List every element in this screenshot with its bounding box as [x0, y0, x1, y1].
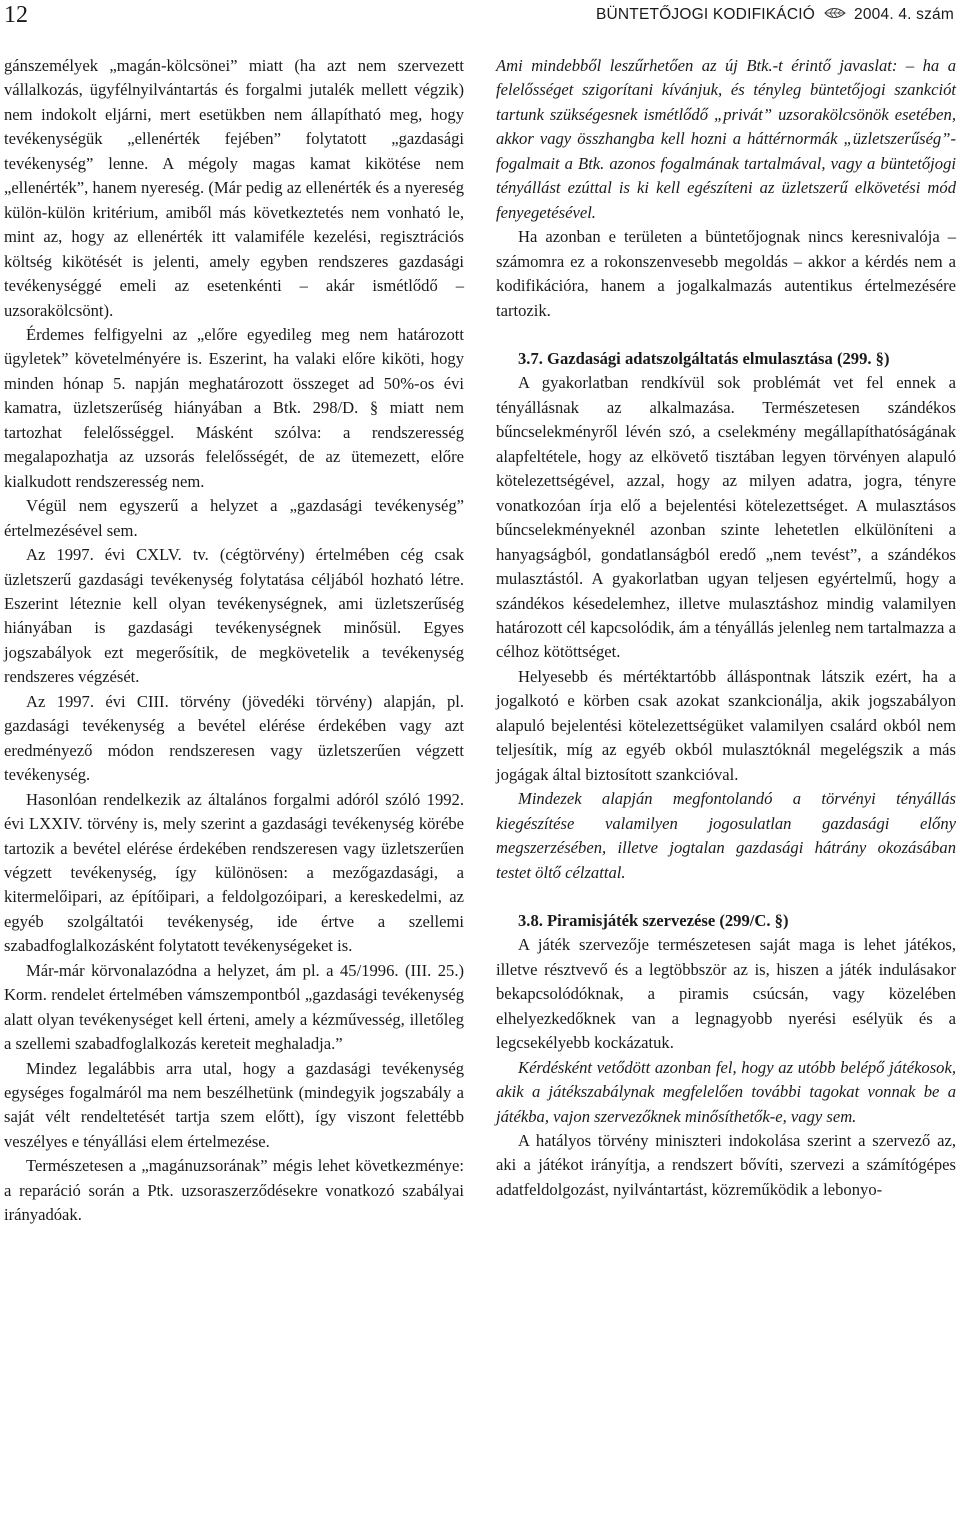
paragraph: Helyesebb és mértéktartóbb álláspontnak látszik ezért, ha a jogalkotó e körben csak azokat szankcionálja, akik jogszabályon alapuló bejelentési kötelezettségüket valamilyen csalárd okból nem teljesítik, míg az egyéb okból mulasztóknál megelégszik a más jogágak által biztosított szankcióval. — [496, 666, 956, 784]
leaf-ornament-icon — [824, 6, 846, 20]
paragraph: Hasonlóan rendelkezik az általános forgalmi adóról szóló 1992. évi LXXIV. törvény is, mely szerint a gazdasági tevékenység körébe tartozik a bevétel elérése érdekében rendszeresen vagy üzletszerűen végzett tevékenység, így különösen: a mezőgazdasági, a kitermelőipari, az építőipari, a feldolgozóipari, a kereskedelmi, az egyéb szolgáltatói tevékenység, ide értve a szellemi szabadfoglalkozásként folytatott tevékenységeket is. — [4, 789, 464, 956]
page-number: 12 — [4, 2, 28, 28]
paragraph: gánszemélyek „magán-kölcsönei” miatt (ha azt nem szervezett vállalkozás, ügyfélnyilvántartás és forgalmi jutalék mellett végzik) nem indokolt eljárni, mert esetükben nem állapítható meg, hogy tevékenységük „ellenérték fejében” folytatott „gazdasági tevékenység” lenne. A mégoly magas kamat kikötése nem „ellenérték”, hanem nyereség. (Már pedig az ellenérték és a nyereség külön-külön kritérium, amiből más következtetés nem vonható le, mint az, hogy az ellenérték itt valamiféle kezelési, regisztrációs költség kikötését is jelenti, amely egyben rendszeres gazdasági tevékenységgé emeli az esetenkénti – akár ismétlődő – uzsorakölcsönt). — [4, 56, 464, 320]
paragraph: Már-már körvonalazódna a helyzet, ám pl. a 45/1996. (III. 25.) Korm. rendelet értelmében vámszempontból „gazdasági tevékenység alatt olyan tevékenységet kell érteni, amely a kézművesség, illetőleg a szellemi szabadfoglalkozás kereteit meghaladja.” — [4, 960, 464, 1054]
right-column — [496, 54, 956, 1202]
issue-number: 2004. 4. szám — [854, 6, 954, 23]
paragraph: Természetesen a „magánuzsorának” mégis lehet következménye: a reparáció során a Ptk. uzsoraszerződésekre vonatkozó szabályai irányadóak. — [4, 1156, 464, 1225]
proposal-paragraph: Ami mindebből leszűrhetően az új Btk.-t érintő javaslat: – ha a felelősséget szigorítani kívánjuk, és tényleg büntetőjogi szankciót tartunk szükségesnek ismétlődő „privát” uzsorakölcsönök esetében, akkor vagy összhangba kell hozni a háttérnormák „üzletszerűség”-fogalmait a Btk. azonos fogalmának tartalmával, vagy a büntetőjogi tényállást ezúttal is ki kell egészíteni az üzletszerű elkövetési mód fenyegetésével. — [496, 56, 956, 222]
journal-title: BÜNTETŐJOGI KODIFIKÁCIÓ — [595, 6, 815, 23]
paragraph: Mindez legalábbis arra utal, hogy a gazdasági tevékenység egységes fogalmáról ma nem beszélhetünk (mindegyik jogszabály a saját vélt rendeltetését tartja szem előtt), így viszont felettébb veszélyes e tényállási elem értelmezése. — [4, 1058, 464, 1151]
paragraph: Ha azonban e területen a büntetőjognak nincs keresnivalója – számomra ez a rokonszenvesebb megoldás – akkor a kérdés nem a kodifikációra, hanem a jogalkalmazás autentikus értelmezésére tartozik. — [496, 227, 956, 320]
section-heading-3-8: 3.8. Piramisjáték szervezése (299/C. §) — [518, 910, 789, 930]
paragraph: Az 1997. évi CIII. törvény (jövedéki törvény) alapján, pl. gazdasági tevékenység a bevétel elérése érdekében vagy azt eredményező módon rendszeresen vagy üzletszerűen végzett tevékenység. — [4, 691, 464, 785]
paragraph: A gyakorlatban rendkívül sok problémát vet fel ennek a tényállásnak az alkalmazása. Természetesen szándékos bűncselekményről lévén szó, a cselekmény megállapíthatóságának alapfeltétele, hogy az elkövető tisztában legyen törvényen alapuló kötelezettségével, azzal, hogy az milyen adatra, jogra, tényre vonatkozóan írja elő a bejelentési kötelezettséget. A mulasztásos bűncselekményeknél azonban szinte lehetetlen elkülöníteni a hanyagságból, gondatlanságból eredő „nem tevést”, a szándékos mulasztástól. A gyakorlatban ugyan teljesen egyértelmű, hogy a szándékos késedelemhez, illetve mulasztáshoz mindig valamilyen határozott cél kapcsolódik, ám a tényállás jelenleg nem tartalmazza a célhoz kötöttséget. — [496, 373, 956, 662]
page-header — [4, 0, 954, 40]
paragraph: A játék szervezője természetesen saját maga is lehet játékos, illetve résztvevő és a legtöbbször az is, hiszen a játék indulásakor bekapcsolódóknak, a piramis csúcsán, vagy közelében elhelyezkedőknek van a legnagyobb nyerési esélyük és a legcsekélyebb kockázatuk. — [496, 935, 956, 1053]
left-column — [4, 54, 464, 1228]
section-heading-3-7: 3.7. Gazdasági adatszolgáltatás elmulasztása (299. §) — [518, 348, 890, 368]
paragraph: Az 1997. évi CXLV. tv. (cégtörvény) értelmében cég csak üzletszerű gazdasági tevékenység folytatása céljából hozható létre. Eszerint léteznie kell olyan tevékenységnek, ami üzletszerűség hiányában is gazdasági tevékenységnek minősül. Egyes jogszabályok ezt megerősítik, de megkövetelik a tevékenység rendszeres végzését. — [4, 545, 464, 687]
paragraph: A hatályos törvény miniszteri indokolása szerint a szervező az, aki a játékot irányítja, a rendszert bővíti, szervezi a számítógépes adatfeldolgozást, nyilvántartást, közreműködik a lebonyo- — [496, 1131, 956, 1199]
paragraph: Érdemes felfigyelni az „előre egyedileg meg nem határozott ügyletek” követelményére is. Eszerint, ha valaki előre kiköti, hogy minden hónap 5. napján meghatározott összeget ad 50%-os évi kamatra, üzletszerűség hiányában a Btk. 298/D. § miatt nem tartozhat felelősséggel. Másként szólva: a rendszeresség megalapozhatja az uzsorás felelősségét, de az ütemezett, előre kialkudott rendszeresség nem. — [4, 324, 464, 491]
question-paragraph: Kérdésként vetődött azonban fel, hogy az utóbb belépő játékosok, akik a játékszabálynak megfelelően további tagokat vonnak be a játékba, vajon szervezőknek minősíthetők-e, vagy sem. — [496, 1057, 956, 1126]
paragraph: Végül nem egyszerű a helyzet a „gazdasági tevékenység” értelmezésével sem. — [4, 496, 464, 540]
proposal-paragraph: Mindezek alapján megfontolandó a törvényi tényállás kiegészítése valamilyen jogosulatlan gazdasági előny megszerzésében, illetve jogtalan gazdasági hátrány okozásában testet öltő célzattal. — [496, 789, 956, 882]
running-title — [596, 6, 954, 24]
